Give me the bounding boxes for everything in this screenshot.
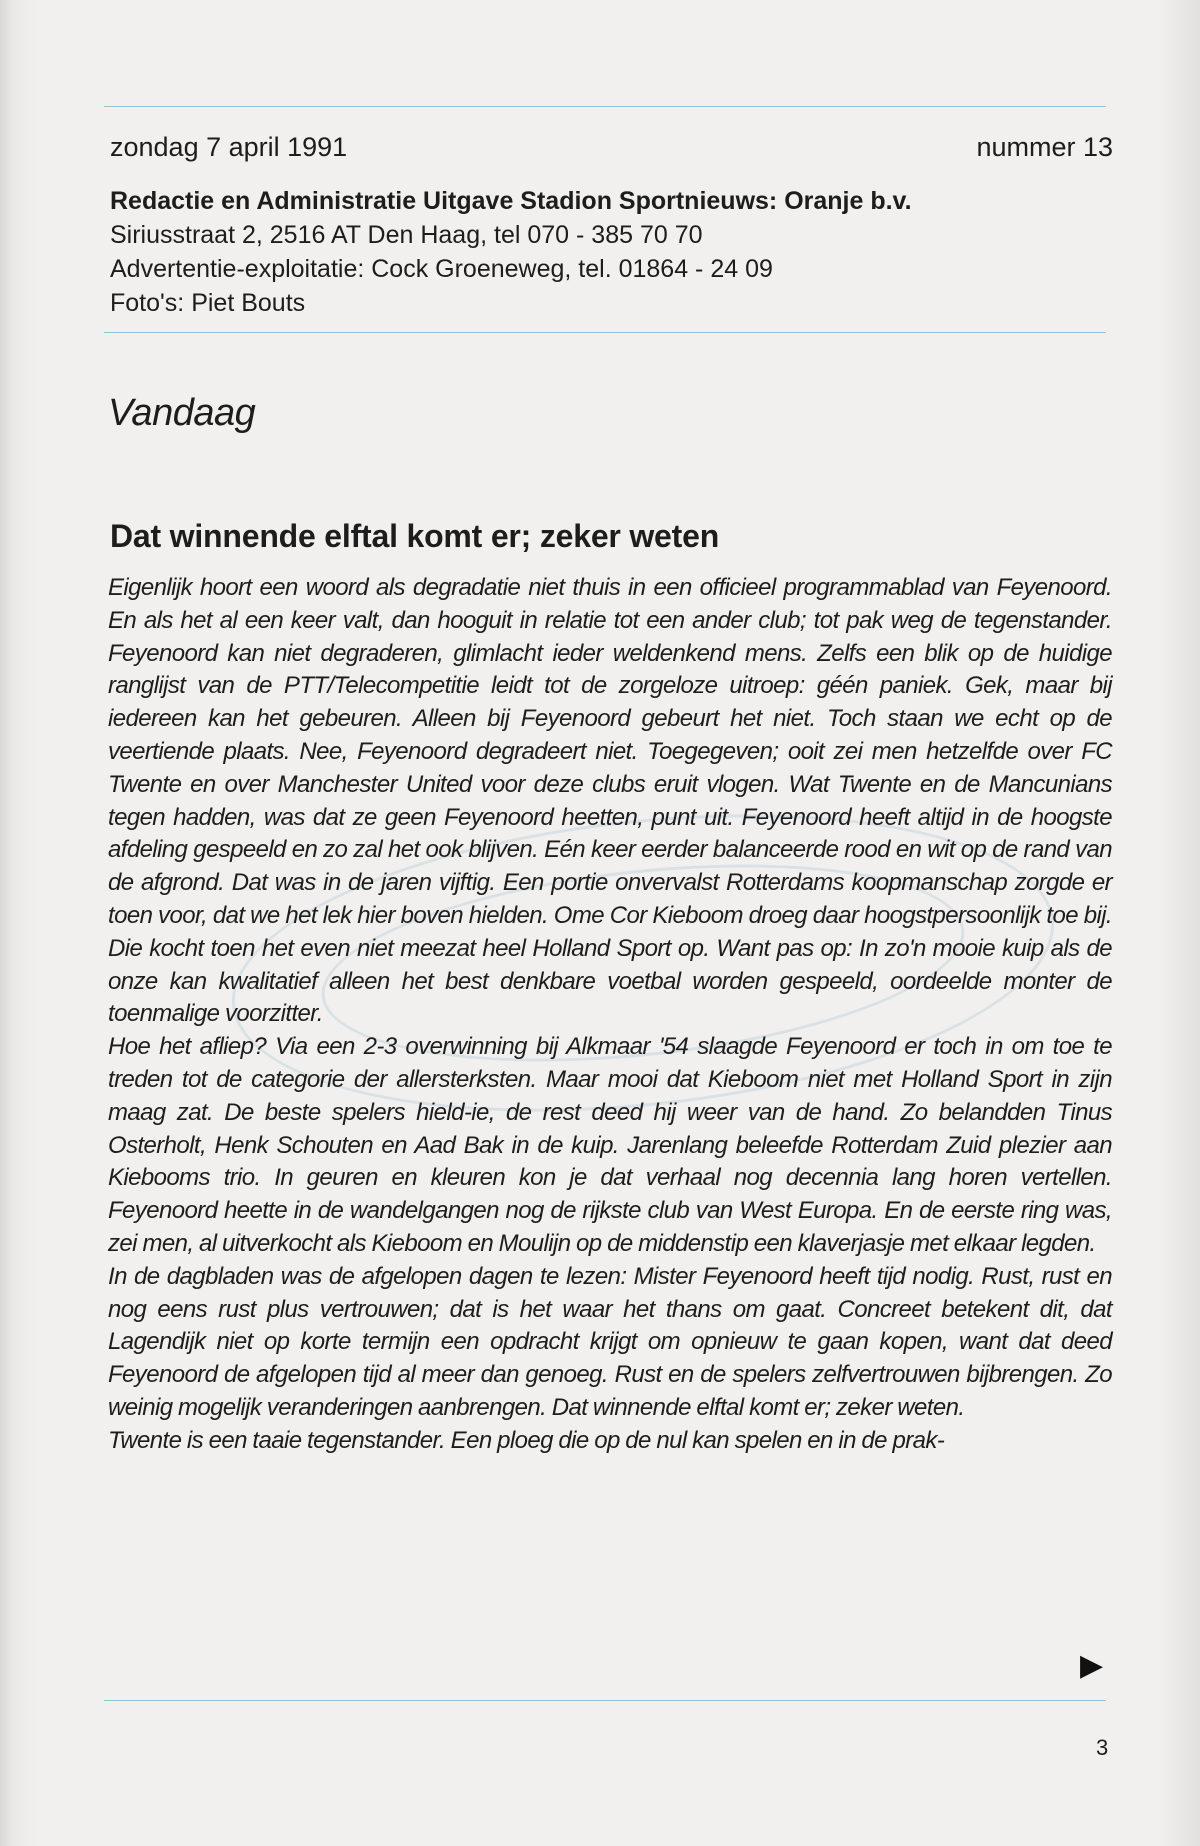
address-line: Siriusstraat 2, 2516 AT Den Haag, tel 070 - 385 70 70 — [110, 221, 703, 249]
article-headline: Dat winnende elftal komt er; zeker weten — [110, 518, 720, 554]
top-rule — [104, 106, 1106, 107]
issue-header — [110, 132, 1113, 163]
continue-arrow-icon: ▶ — [1080, 1649, 1104, 1682]
page-number: 3 — [1096, 1735, 1109, 1760]
advertising-line: Advertentie-exploitatie: Cock Groeneweg, tel. 01864 - 24 09 — [110, 255, 773, 283]
article-paragraph: Twente is een taaie tegenstander. Een ploeg die op de nul kan spelen en in de prak- — [108, 1426, 945, 1454]
article-body — [108, 572, 1112, 1458]
bottom-rule — [104, 1700, 1106, 1701]
colophon — [110, 184, 1110, 320]
issue-number: nummer 13 — [976, 132, 1113, 162]
section-label: Vandaag — [108, 392, 256, 434]
article-paragraph: In de dagbladen was de afgelopen dagen te lezen: Mister Feyenoord heeft tijd nodig. Rust, rust en nog eens rust plus vertrouwen; dat is het waar het thans om gaat. Concreet betekent dit, dat Lagendijk niet op korte termijn een opdracht krijgt om opnieuw te gaan kopen, want dat deed Feyenoord de afgelopen tijd al meer dan genoeg. Rust en de spelers zelfvertrouwen bijbrengen. Zo weinig mogelijk veranderingen aanbrengen. Dat winnende elftal komt er; zeker weten. — [108, 1262, 1112, 1421]
colophon-rule — [104, 332, 1106, 333]
issue-date: zondag 7 april 1991 — [110, 132, 348, 162]
photos-line: Foto's: Piet Bouts — [110, 289, 306, 317]
article-paragraph: Eigenlijk hoort een woord als degradatie niet thuis in een officieel programmablad van Feyenoord. En als het al een keer valt, dan hooguit in relatie tot een ander club; tot pak weg de tegenstander. Feyenoord kan niet degraderen, glimlacht ieder weldenkend mens. Zelfs een blik op de huidige ranglijst van de PTT/Telecompetitie leidt tot de zorgeloze uitroep: géén paniek. Gek, maar bij iedereen kan het gebeuren. Alleen bij Feyenoord gebeurt het niet. Toch staan we echt op de veertiende plaats. Nee, Feyenoord degradeert niet. Toegegeven; ooit zei men hetzelfde over FC Twente en over Manchester United voor deze clubs eruit vlogen. Wat Twente en de Mancunians tegen hadden, was dat ze geen Feyenoord heetten, punt uit. Feyenoord heeft altijd in de hoogste afdeling gespeeld en zo zal het ook blijven. Eén keer eerder balanceerde rood en wit op de rand van de afgrond. Dat was in de jaren vijftig. Een portie onvervalst Rotterdams koopmanschap zorgde er toen voor, dat we het lek hier boven hielden. Ome Cor Kieboom droeg daar hoogstpersoonlijk toe bij. Die kocht toen het even niet meezat heel Holland Sport op. Want pas op: In zo'n mooie kuip als de onze kan kwalitatief alleen het best denkbare voetbal worden gespeeld, oordeelde monter de toenmalige voorzitter. — [108, 574, 1112, 1028]
article-paragraph: Hoe het afliep? Via een 2-3 overwinning bij Alkmaar '54 slaagde Feyenoord er toch in om toe te treden tot de categorie der allersterksten. Maar mooi dat Kieboom niet met Holland Sport in zijn maag zat. De beste spelers hield-ie, de rest deed hij weer van de hand. Zo belandden Tinus Osterholt, Henk Schouten en Aad Bak in de kuip. Jarenlang beleefde Rotterdam Zuid plezier aan Kiebooms trio. In geuren en kleuren kon je dat verhaal nog decennia lang horen vertellen. Feyenoord heette in de wandelgangen nog de rijkste club van West Europa. En de eerste ring was, zei men, al uitverkocht als Kieboom en Moulijn op de middenstip een klaverjasje met elkaar legden. — [108, 1033, 1112, 1257]
publisher-line: Redactie en Administratie Uitgave Stadion Sportnieuws: Oranje b.v. — [110, 187, 912, 215]
